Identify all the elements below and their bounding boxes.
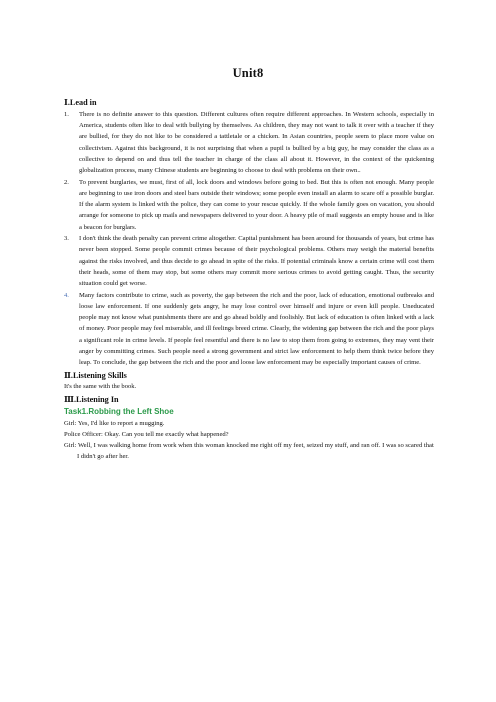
- task-title: Task1.Robbing the Left Shoe: [64, 406, 174, 416]
- dialog-line: Girl: Yes, I'd like to report a mugging.: [64, 419, 165, 427]
- document-body: [64, 96, 434, 463]
- item-number: 4.: [64, 291, 69, 299]
- dialog-line: Girl: Well, I was walking home from work when this woman knocked me right off my feet, seized my stuff, and ran off. I was so scared that I didn't go after her.: [64, 442, 434, 461]
- item-text: Many factors contribute to crime, such as poverty, the gap between the rich and the poor, lack of education, emotional outbreaks and loose law enforcement. If one suddenly gets angry, he may lose control over himself and injure or even kill people. Uneducated people may not know what punishments there are and go ahead boldly and foolishly. But lack of education is often linked with a lack of money. Poor people may feel miserable, and ill feelings breed crime. Clearly, the widening gap between the rich and the poor plays a significant role in crime levels. If people feel resentful and there is no law to stop them from going to extremes, they may vent their anger by committing crimes. Such people need a strong government and strict law enforcement to help them think twice before they leap. To conclude, the gap between the rich and the poor and loose law enforcement may be especially important causes of crime.: [79, 291, 434, 367]
- item-number: 2.: [64, 178, 69, 186]
- dialog-line: Police Officer: Okay. Can you tell me exactly what happened?: [64, 430, 229, 438]
- list-item: [64, 233, 434, 289]
- section-heading-listening-skills: Ⅱ.Listening Skills: [64, 370, 127, 380]
- item-number: 3.: [64, 235, 69, 243]
- list-item: [64, 177, 434, 233]
- page-title: Unit8: [232, 66, 264, 80]
- list-item: [64, 109, 434, 177]
- listening-skills-text: It's the same with the book.: [64, 383, 137, 391]
- item-text: I don't think the death penalty can prevent crime altogether. Capital punishment has been around for thousands of years, but crime has never been stopped. Some people commit crimes because of their psychological problems. Others may weigh the material benefits against the risks involved, and thus decide to go ahead in spite of the risks. If potential criminals know a certain crime will cost them their heads, some of them may stop, but some others may commit more serious crimes to avoid getting caught. Thus, the security situation could get worse.: [79, 235, 434, 288]
- section-heading-lead-in: Ⅰ.Lead in: [64, 98, 97, 107]
- item-text: There is no definite answer to this question. Different cultures often require different approaches. In Western schools, especially in America, students often like to deal with bullying by themselves. As children, they may not want to talk it over with a teacher if they are bullied, for they do not like to be considered a tattletale or a chicken. In Asian countries, people seem to place more value on collectivism. Against this background, it is not surprising that when a pupil is bullied by a big guy, he may consider the class as a collective to depend on and thus tell the teacher in charge of the class all about it. However, in the context of the quickening globalization process, many Chinese students are beginning to choose to deal with problems on their own..: [79, 110, 434, 175]
- item-text: To prevent burglaries, we must, first of all, lock doors and windows before going to bed. But this is often not enough. Many people are beginning to use iron doors and steel bars outside their windows; some people even install an alarm to scare off a possible burglar. If the alarm system is linked with the police, they can come to your rescue quickly. If the whole family goes on vacation, you should arrange for someone to pick up mails and newspapers delivered to your door. A heavy pile of mail suggests an empty house and is like a beacon for burglars.: [79, 178, 434, 231]
- list-item: [64, 290, 434, 369]
- section-heading-listening-in: Ⅲ.Listening In: [64, 394, 119, 404]
- item-number: 1.: [64, 110, 69, 118]
